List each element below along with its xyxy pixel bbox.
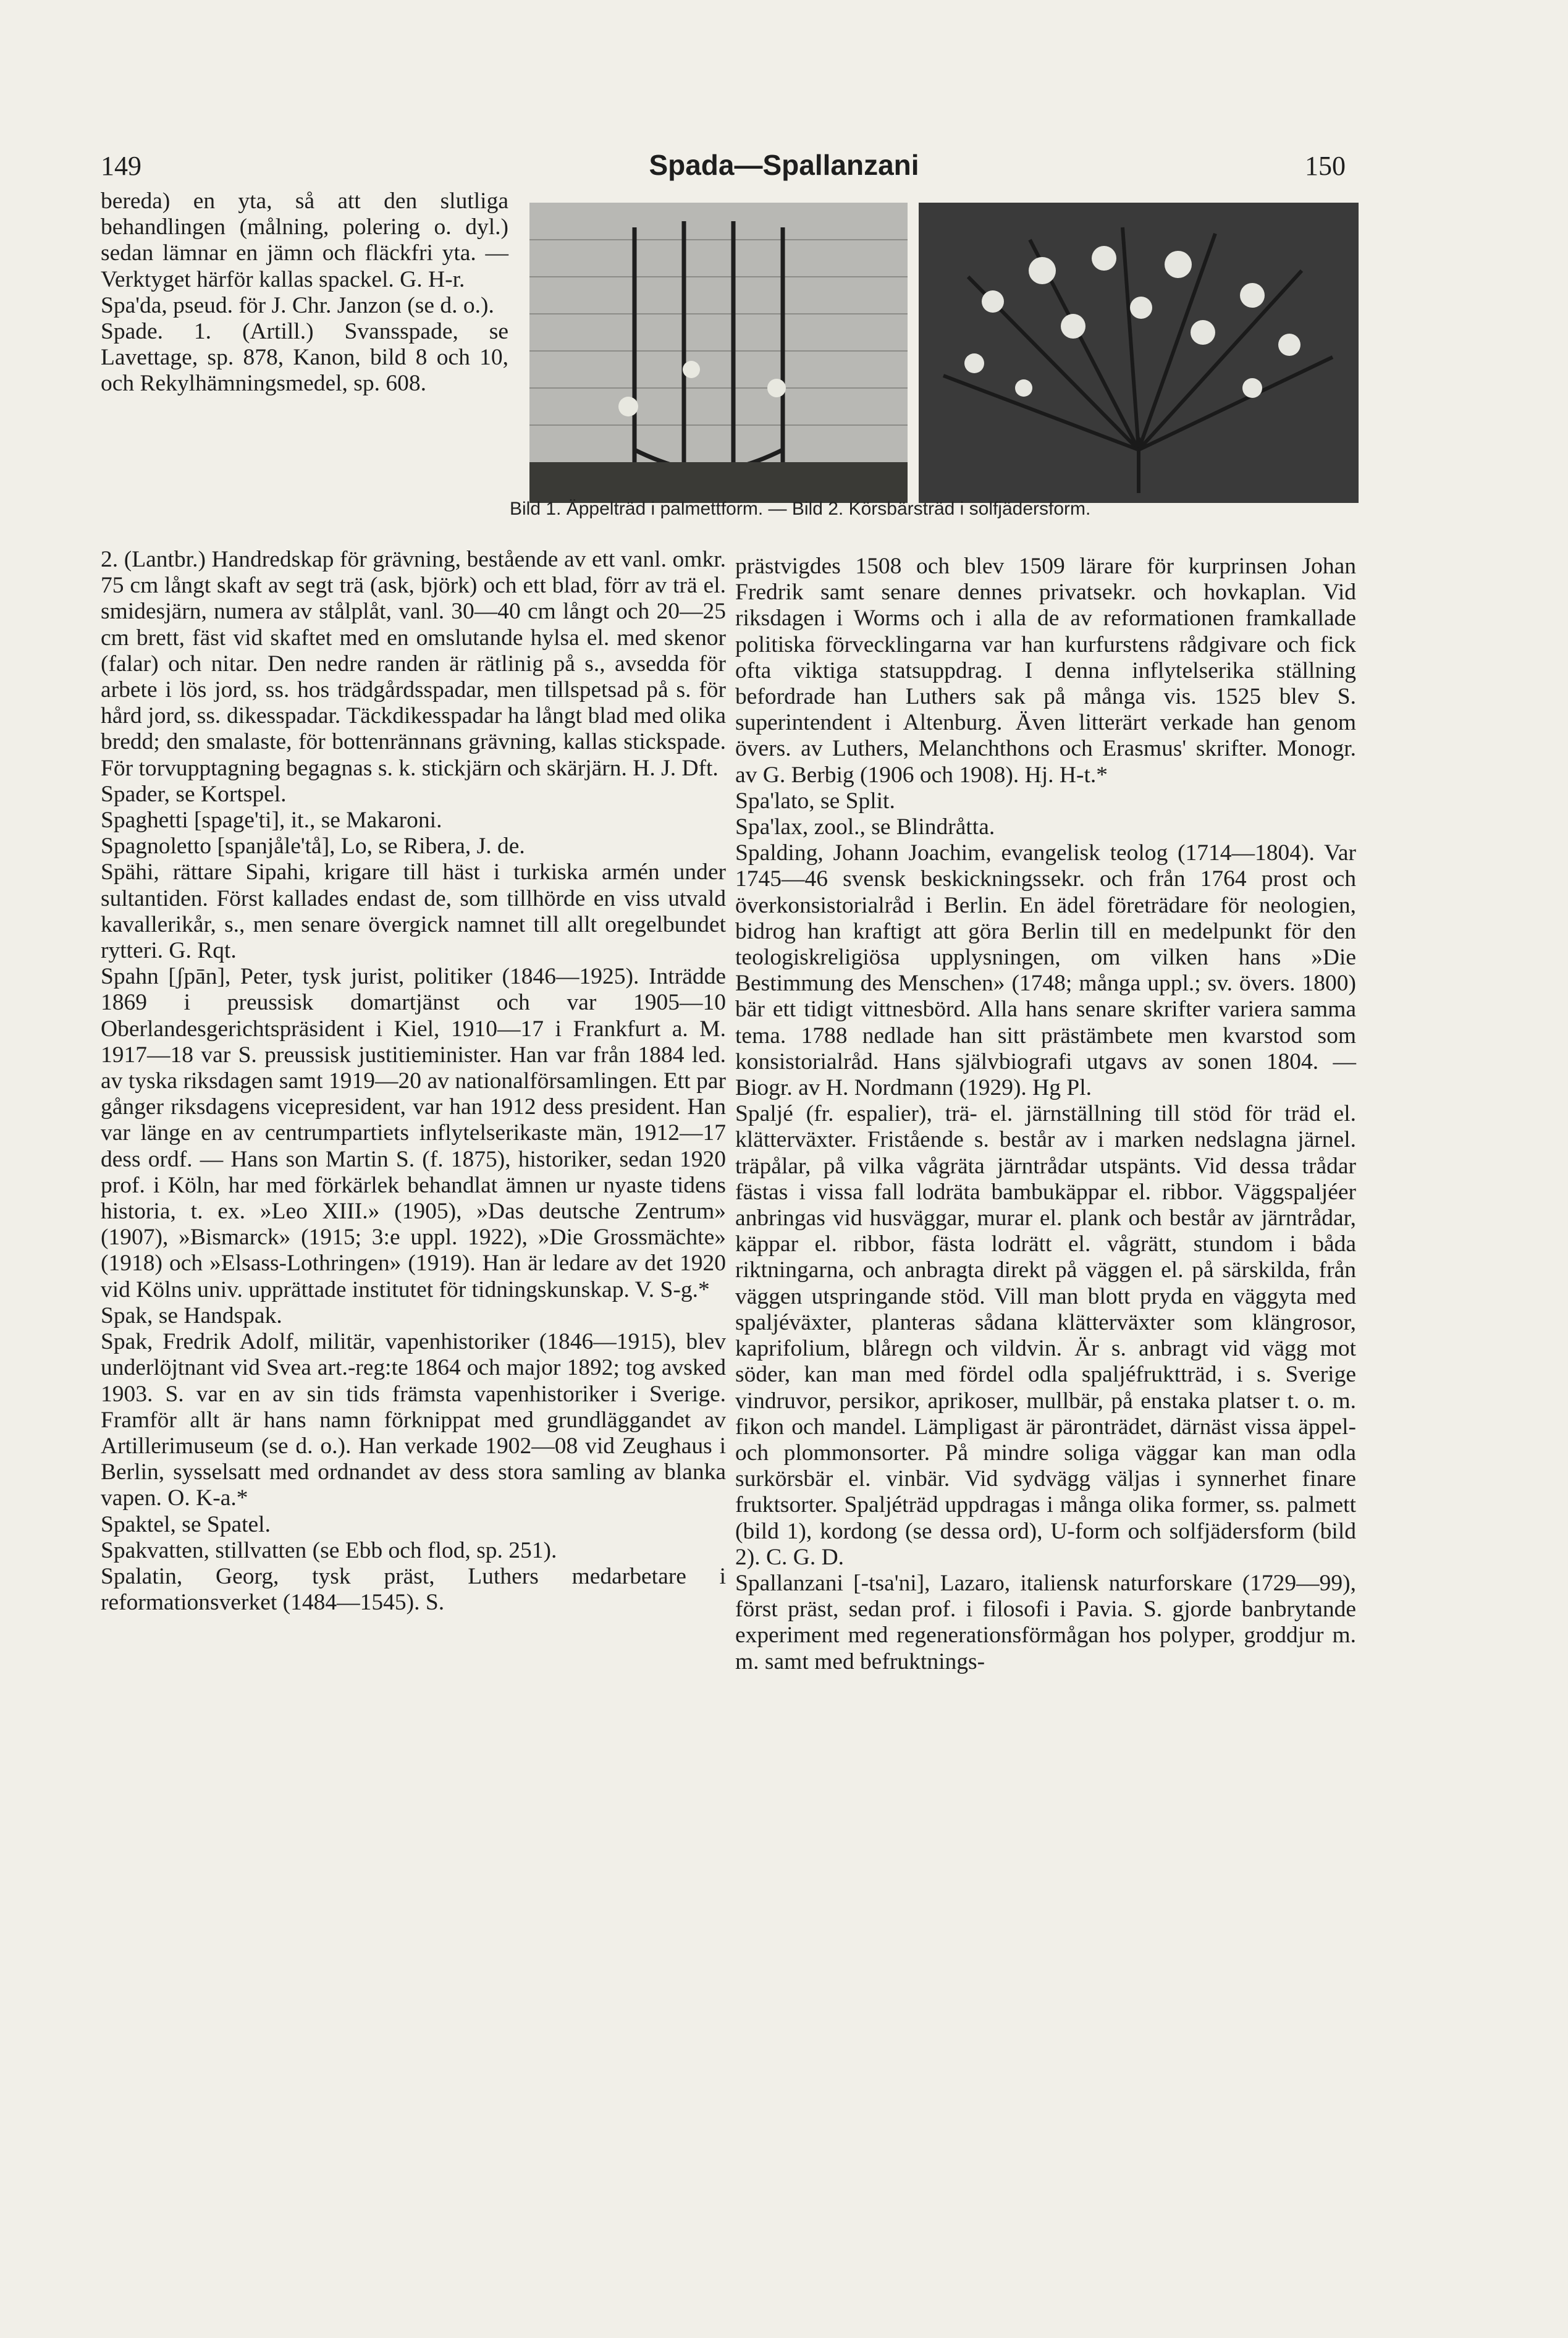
paragraph: Spalatin, Georg, tysk präst, Luthers medarbetare i reformationsverket (1484—1545). S. [101, 1563, 726, 1616]
paragraph: Spader, se Kortspel. [101, 781, 287, 807]
paragraph: 2. (Lantbr.) Handredskap för grävning, bestående av ett vanl. omkr. 75 cm långt skaft av segt trä (ask, björk) och ett blad, förr av trä el. smidesjärn, numera av stålplåt, vanl. 30—40 cm långt och 20—25 cm brett, fäst vid skaftet med en omslutande hylsa el. med skenor (falar) och nitar. Den nedre randen är rätlinig på s., avsedda för arbete i lös jord, ss. hos trädgårdsspadar, men tillspetsad på s. för hård jord, ss. dikesspadar. Täckdikesspadar ha långt blad med olika bredd; den smalaste, för bottenrännans grävning, kallas stickspade. För torvupptagning begagnas s. k. stickjärn och skärjärn. H. J. Dft. [101, 547, 726, 781]
paragraph: Spahn [ʃpān], Peter, tysk jurist, politiker (1846—1925). Inträdde 1869 i preussisk domartjänst och var 1905—10 Oberlandesgerichtspräsident i Kiel, 1910—17 i Frankfurt a. M. 1917—18 var S. preussisk justitieminister. Han var från 1884 led. av tyska riksdagen samt 1919—20 av nationalförsamlingen. Ett par gånger riksdagens vicepresident, var han 1912 dess president. Han var länge en av centrumpartiets inflytelserikaste män, 1912—17 dess ordf. — Hans son Martin S. (f. 1875), historiker, sedan 1920 prof. i Köln, har med förkärlek behandlat ämnen ur nyaste tidens historia, t. ex. »Leo XIII.» (1905), »Das deutsche Zentrum» (1907), »Bismarck» (1915; 3:e uppl. 1922), »Die Grossmächte» (1918) och »Elsass-Lothringen» (1919). Han är ledare av det 1920 vid Kölns univ. upprättade institutet för tidningskunskap. V. S-g.* [101, 964, 726, 1302]
paragraph: prästvigdes 1508 och blev 1509 lärare för kurprinsen Johan Fredrik samt senare dennes privatsekr. och hovkaplan. Vid riksdagen i Worms och i alla de av reformationen framkallade politiska förvecklingarna var han kurfurstens rådgivare och fick ofta viktiga statsuppdrag. I denna inflytelserika ställning befordrade han Luthers sak på många vis. 1525 blev S. superintendent i Altenburg. Även litterärt verkade han genom övers. av Luthers, Melanchthons och Erasmus' skrifter. Monogr. av G. Berbig (1906 och 1908). Hj. H-t.* [735, 554, 1356, 788]
paragraph: Spallanzani [-tsa'ni], Lazaro, italiensk naturforskare (1729—99), först präst, sedan prof. i filosofi i Pavia. S. gjorde banbrytande experiment med regenerationsförmågan hos polyper, groddjur m. m. samt med befruktnings- [735, 1570, 1356, 1674]
figure-caption: Bild 1. Äppelträd i palmettform. — Bild 2. Körsbärsträd i solfjädersform. [510, 499, 1091, 519]
paragraph: Spähi, rättare Sipahi, krigare till häst i turkiska armén under sultantiden. Först kallades endast de, som tillhörde en viss utvald kavallerikår, s., men senare övergick namnet till allt oregelbundet rytteri. G. Rqt. [101, 859, 726, 964]
paragraph: Spak, Fredrik Adolf, militär, vapenhistoriker (1846—1915), blev underlöjtnant vid Svea art.-reg:te 1864 och major 1892; tog avsked 1903. S. var en av sin tids främsta vapenhistoriker i Sverige. Framför allt är hans namn förknippat med grundläggandet av Artillerimuseum (se d. o.). Han verkade 1902—08 vid Zeughaus i Berlin, sysselsatt med ordnandet av dess stora samling av blanka vapen. O. K-a.* [101, 1329, 726, 1511]
left-column [101, 547, 726, 1616]
paragraph: Spakvatten, stillvatten (se Ebb och flod, sp. 251). [101, 1537, 557, 1563]
figure-palmette-apple-tree [529, 203, 908, 503]
paragraph: Spade. 1. (Artill.) Svansspade, se Lavettage, sp. 878, Kanon, bild 8 och 10, och Rekylhämningsmedel, sp. 608. [101, 319, 508, 397]
paragraph: Spaktel, se Spatel. [101, 1511, 271, 1537]
page-number-left: 149 [101, 151, 141, 181]
left-column-top [101, 188, 508, 397]
paragraph: Spalding, Johann Joachim, evangelisk teolog (1714—1804). Var 1745—46 svensk beskickningssekr. och från 1764 prost och överkonsistorialråd i Berlin. En ädel företrädare för neologien, bidrog han kraftigt att göra Berlin till en medelpunkt för den teologiskreligiösa upplysningen, om vilken hans »Die Bestimmung des Menschen» (1748; många uppl.; sv. övers. 1800) bär ett tidigt vittnesbörd. Alla hans senare skrifter variera samma tema. 1788 nedlade han sitt prästämbete men kvarstod som konsistorialråd. Hans självbiografi utgavs av sonen 1804. — Biogr. av H. Nordmann (1929). Hg Pl. [735, 840, 1356, 1101]
paragraph: Spaljé (fr. espalier), trä- el. järnställning till stöd för träd el. klätterväxter. Fristående s. består av i marken nedslagna järnel. träpålar, på vilka vågräta järntrådar utspänts. Vid dessa trådar fästas i vissa fall lodräta bambukäppar el. ribbor. Väggspaljéer anbringas vid husväggar, murar el. plank och består av järntrådar, käppar el. ribbor, fästa lodrätt el. vågrätt, stundom i båda riktningarna, och anbragta direkt på väggen el. på särskilda, från väggen utspringande stöd. Vill man blott pryda en väggyta med spaljéväxter, planteras sådana klätterväxter som klängrosor, kaprifolium, blåregn och vildvin. Är s. anbragt vid vägg mot söder, kan man med fördel odla spaljéfruktträd, i s. Sverige vindruvor, persikor, aprikoser, mullbär, på enstaka platser t. o. m. fikon och mandel. Lämpligast är päronträdet, därnäst vissa äppel- och plommonsorter. På mindre soliga väggar kan man odla surkörsbär el. vinbär. Vid sydvägg väljas i synnerhet finare fruktsorter. Spaljéträd uppdragas i många olika former, ss. palmett (bild 1), kordong (se dessa ord), U-form och solfjädersform (bild 2). C. G. D. [735, 1101, 1356, 1570]
figure-fan-cherry-tree [919, 203, 1359, 503]
paragraph: Spagnoletto [spanjåle'tå], Lo, se Ribera, J. de. [101, 833, 525, 859]
paragraph: bereda) en yta, så att den slutliga behandlingen (målning, polering o. dyl.) sedan lämnar en jämn och fläckfri yta. — Verktyget härför kallas spackel. G. H-r. [101, 188, 508, 292]
paragraph: Spa'lax, zool., se Blindråtta. [735, 814, 995, 840]
paragraph: Spa'da, pseud. för J. Chr. Janzon (se d. o.). [101, 292, 494, 318]
paragraph: Spak, se Handspak. [101, 1302, 282, 1328]
right-column [735, 554, 1356, 1675]
paragraph: Spa'lato, se Split. [735, 788, 895, 814]
paragraph: Spaghetti [spage'ti], it., se Makaroni. [101, 808, 442, 833]
page-number-right: 150 [1305, 151, 1346, 181]
running-header-title: Spada—Spallanzani [649, 149, 919, 181]
